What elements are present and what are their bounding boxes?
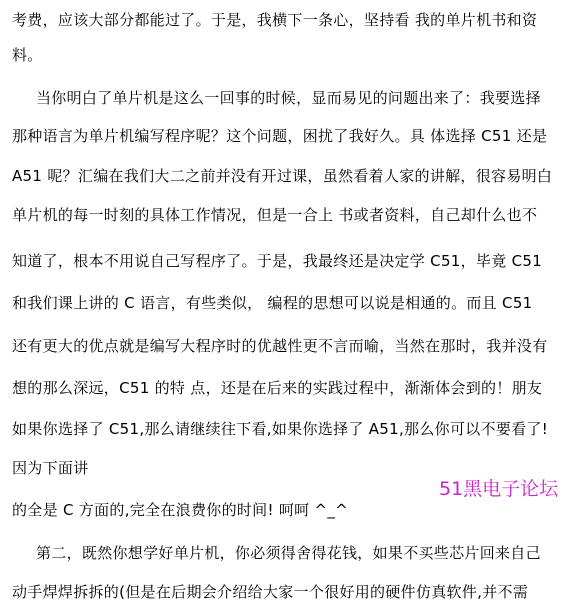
text-line: 当你明白了单片机是这么一回事的时候，显而易见的问题出来了：我要选择 xyxy=(36,89,541,107)
text-line: 料。 xyxy=(12,46,43,64)
watermark-text: 51黑电子论坛 xyxy=(439,478,559,500)
text-line: 第二，既然你想学好单片机，你必须得舍得花钱，如果不买些芯片回来自己 xyxy=(36,544,541,562)
text-line: 和我们课上讲的 C 语言，有些类似， 编程的思想可以说是相通的。而且 C51 xyxy=(12,294,533,312)
text-line: 还有更大的优点就是编写大程序时的优越性更不言而喻，当然在那时，我并没有 xyxy=(12,337,548,355)
text-line: 那种语言为单片机编写程序呢？这个问题，困扰了我好久。具 体选择 C51 还是 xyxy=(12,127,548,145)
text-line: 动手焊焊拆拆的(但是在后期会介绍给大家一个很好用的硬件仿真软件,并不需 xyxy=(12,583,529,601)
text-line: 如果你选择了 C51,那么请继续往下看,如果你选择了 A51,那么你可以不要看了! xyxy=(12,420,549,438)
text-line: 单片机的每一时刻的具体工作情况，但是一合上 书或者资料，自己却什么也不 xyxy=(12,206,538,224)
text-line: A51 呢？汇编在我们大二之前并没有开过课，虽然看着人家的讲解，很容易明白 xyxy=(12,167,553,185)
text-line: 知道了，根本不用说自己写程序了。于是，我最终还是决定学 C51，毕竟 C51 xyxy=(12,252,543,270)
text-line: 的全是 C 方面的,完全在浪费你的时间! 呵呵 ^_^ xyxy=(12,501,349,519)
text-line: 因为下面讲 xyxy=(12,459,89,477)
text-line: 考费，应该大部分都能过了。于是，我横下一条心，坚持看 我的单片机书和资 xyxy=(12,11,538,29)
text-line: 想的那么深远，C51 的特 点，还是在后来的实践过程中，渐渐体会到的！朋友 xyxy=(12,379,543,397)
